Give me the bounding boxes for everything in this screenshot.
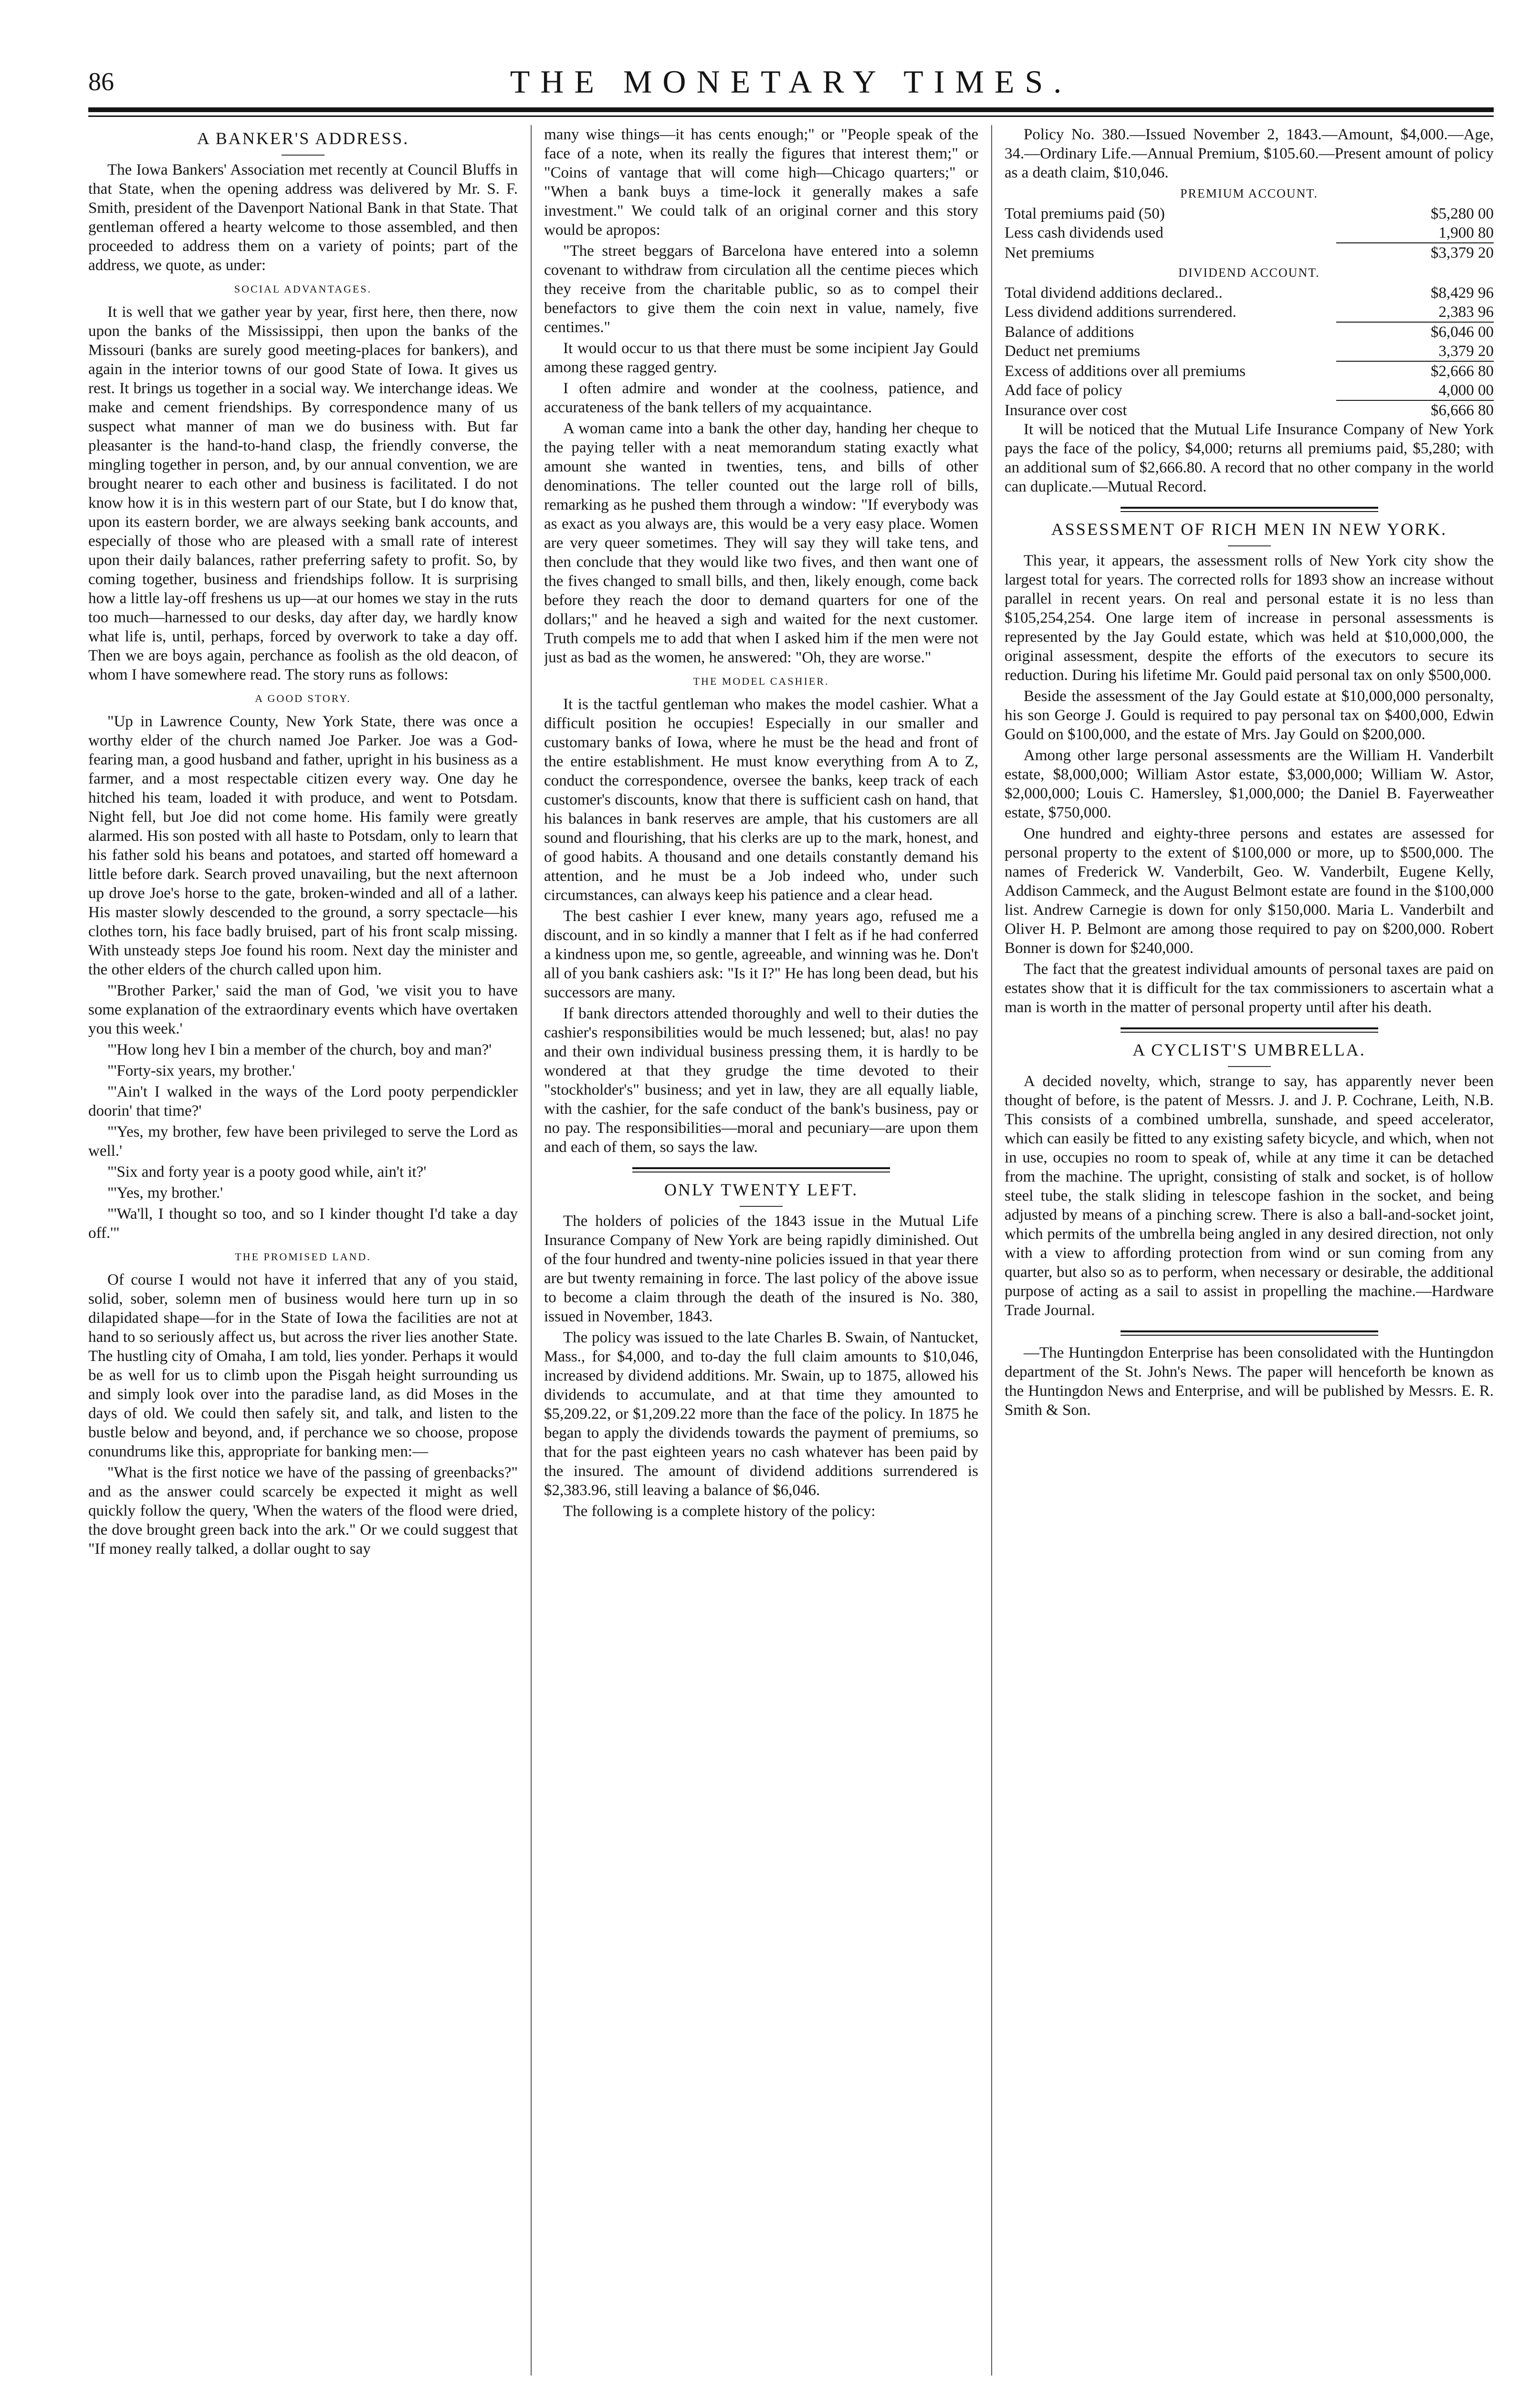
account-line <box>1005 401 1494 420</box>
account-label: Total premiums paid (50) <box>1005 205 1165 222</box>
account-line <box>1005 243 1494 262</box>
paragraph: The holders of policies of the 1843 issue in the Mutual Life Insurance Company of New York are being rapidly diminished. Out of the four hundred and twenty-nine policies issued in that year there are but twenty remaining in force. The last policy of the above issue to become a claim through the death of the insured is No. 380, issued in November, 1843. <box>544 1213 978 1325</box>
article-title: ONLY TWENTY LEFT. <box>664 1180 859 1199</box>
paragraph: A decided novelty, which, strange to say, has apparently never been thought of before, is the patent of Messrs. J. and J. P. Cochrane, Leith, N.B. This consists of a combined umbrella, sunshade, and speed accelerator, which can easily be fitted to any existing safety bicycle, and which, when not in use, occupies no room to speak of, while at any time it can be detached from the machine. The upright, consisting of stalk and socket, is of hollow steel tube, the stalk sliding in telescope fashion in the socket, and being adjusted by means of a pinching screw. There is also a ball-and-socket joint, which permits of the umbrella being angled in any desired direction, not only with a view to affording protection from wind or sun coming from any quarter, but also so as to perform, when necessary or desirable, the additional purpose of acting as a sail to assist in propelling the machine.—Hardware Trade Journal. <box>1005 1073 1494 1319</box>
masthead: THE MONETARY TIMES. <box>510 63 1072 100</box>
account-amount: 2,383 96 <box>1438 303 1494 321</box>
account-label: Add face of policy <box>1005 382 1122 399</box>
account-amount: $8,429 96 <box>1431 284 1494 302</box>
account-amount: $6,046 00 <box>1431 324 1494 341</box>
section-divider <box>1121 1330 1378 1336</box>
section-divider <box>632 1167 890 1172</box>
page-header <box>88 57 1494 110</box>
account-line <box>1005 204 1494 223</box>
account-line <box>1005 283 1494 303</box>
account-line <box>1005 342 1494 361</box>
section-heading: SOCIAL ADVANTAGES. <box>234 283 372 295</box>
paragraph: It is the tactful gentleman who makes the model cashier. What a difficult position he occupies! Especially in our smaller and customary banks of Iowa, where he must be the head and front of the entire establishment. He must know everything from A to Z, conduct the correspondence, oversee the banks, keep track of each customer's discounts, know that there is sufficient cash on hand, that his balances in bank reserves are ample, that his customers are all sound and flourishing, that his clerks are up to the mark, honest, and of good habits. A thousand and one details constantly demand his attention, and he must be a Job indeed who, under such circumstances, can always keep his patience and a clear head. <box>544 696 978 904</box>
paragraph: "'Yes, my brother, few have been privileged to serve the Lord as well.' <box>88 1123 518 1160</box>
paragraph: The fact that the greatest individual amounts of personal taxes are paid on estates show that it is difficult for the tax commissioners to ascertain what a man is worth in the matter of personal property until after his death. <box>1005 961 1494 1016</box>
paragraph: Of course I would not have it inferred that any of you staid, solid, sober, solemn men of business would here turn up in so dilapidated shape—for in the State of Iowa the facilities are not at hand to so seriously affect us, but across the river lies another State. The hustling city of Omaha, I am told, lies yonder. Perhaps it would be as well for us to climb upon the Pisgah height surrounding us and simply look over into the paradise land, as did Moses in the days of old. We could then safely sit, and talk, and listen to the bustle below and beyond, and, if perchance we so choose, propose conundrums like this, appropriate for banking men:— <box>88 1271 518 1460</box>
paragraph: Among other large personal assessments are the William H. Vanderbilt estate, $8,000,000; William Astor estate, $3,000,000; William W. Astor, $2,000,000; Louis C. Hamersley, $1,000,000; the Daniel B. Fayerweather estate, $750,000. <box>1005 747 1494 821</box>
paragraph: "'Ain't I walked in the ways of the Lord pooty perpendickler doorin' that time?' <box>88 1083 518 1120</box>
paragraph: The policy was issued to the late Charles B. Swain, of Nantucket, Mass., for $4,000, and to-day the full claim amounts to $10,046, increased by dividend additions. Mr. Swain, up to 1875, allowed his dividends to accumulate, and at that time they amounted to $5,209.22, or $1,209.22 more than the face of the policy. In 1875 he began to apply the dividends towards the payment of premiums, so that for the past eighteen years no cash whatever has been paid by the insured. The amount of dividend additions surrendered is $2,383.96, still leaving a balance of $6,046. <box>544 1329 978 1499</box>
paragraph: It would occur to us that there must be some incipient Jay Gould among these ragged gentry. <box>544 340 978 376</box>
column-middle <box>544 125 978 2376</box>
paragraph: A woman came into a bank the other day, handing her cheque to the paying teller with a neat memorandum stating exactly what amount she wanted in twenties, tens, and bills of other denominations. The teller counted out the large roll of bills, remarking as he pushed them through a window: "If everybody was as exact as you always are, this would be a very easy place. Women are very queer sometimes. They will say they will take tens, and then conclude that they would like two fives, and then want one of the fives changed to small bills, and then, likely enough, come back before they reach the door to demand quarters for one of the dollars;" and he heaved a sigh and waited for the next customer. Truth compels me to add that when I asked him if the men were not just as bad as the women, he answered: "Oh, they are worse." <box>544 420 978 666</box>
account-label: Excess of additions over all premiums <box>1005 363 1246 380</box>
account-label: Deduct net premiums <box>1005 343 1141 360</box>
paragraph: If bank directors attended thoroughly and well to their duties the cashier's responsibilities would be much lessened; but, alas! no pay and their own individual business pressing them, it is hardly to be wondered at that they grudge the time devoted to their "stockholder's" business; and yet in law, they are all equally liable, with the cashier, for the safe conduct of the bank's business, pay or no pay. The responsibilities—moral and pecuniary—are upon them and each of them, so says the law. <box>544 1005 978 1156</box>
account-amount: 1,900 80 <box>1438 224 1494 241</box>
section-heading: THE PROMISED LAND. <box>235 1251 371 1263</box>
paragraph: The following is a complete history of the policy: <box>563 1503 876 1520</box>
paragraph: Beside the assessment of the Jay Gould estate at $10,000,000 personalty, his son George J. Gould is required to pay personal tax on $400,000, Edwin Gould on $100,000, and the estate of Mrs. Jay Gould on $200,000. <box>1005 688 1494 743</box>
account-label: Less cash dividends used <box>1005 224 1163 241</box>
account-heading: DIVIDEND ACCOUNT. <box>1178 266 1320 280</box>
section-heading: A GOOD STORY. <box>255 692 351 704</box>
divider <box>740 1206 783 1207</box>
paragraph: "'Forty-six years, my brother.' <box>107 1062 295 1079</box>
paragraph: —The Huntingdon Enterprise has been consolidated with the Huntingdon department of the St. John's News. The paper will henceforth be known as the Huntingdon News and Enterprise, and will be published by Messrs. E. R. Smith & Son. <box>1005 1344 1494 1419</box>
header-rule <box>88 107 1494 112</box>
account-line <box>1005 223 1494 242</box>
account-amount: $3,379 20 <box>1431 244 1494 262</box>
paragraph: It will be noticed that the Mutual Life Insurance Company of New York pays the face of the policy, $4,000; returns all premiums paid, $5,280; with an additional sum of $2,666.80. A record that no other company in the world can duplicate.—Mutual Record. <box>1005 421 1494 495</box>
account-amount: $6,666 80 <box>1431 402 1494 419</box>
account-line <box>1005 362 1494 381</box>
header-rule-thin <box>88 115 1494 117</box>
account-amount: $5,280 00 <box>1431 205 1494 222</box>
account-label: Less dividend additions surrendered. <box>1005 303 1236 321</box>
paragraph: "The street beggars of Barcelona have entered into a solemn covenant to withdraw from circulation all the centime pieces which they receive from the charitable public, so as to compel their benefactors to give them the coin next in value, namely, five centimes." <box>544 242 978 336</box>
paragraph: The Iowa Bankers' Association met recently at Council Bluffs in that State, when the opening address was delivered by Mr. S. F. Smith, president of the Davenport National Bank in that State. That gentleman offered a hearty welcome to those assembled, and then proceeded to address them on a variety of points; part of the address, we quote, as under: <box>88 161 518 274</box>
paragraph: It is well that we gather year by year, first here, then there, now upon the banks of the Mississippi, then upon the banks of the Missouri (banks are surely good meeting-places for bankers), and again in the interior towns of our good State of Iowa. It gives us rest. It brings us together in a social way. We interchange ideas. We make and cement friendships. By correspondence many of us suspect what manner of man we do business with. But far pleasanter is the hand-to-hand clasp, the friendly converse, the mingling together in person, and, by our annual convention, we are brought nearer to each other and business is facilitated. I do not know how it is in this western part of our State, but I do know that, upon its eastern border, we are always seeking bank accounts, and especially of those who are pleased with a small rate of interest upon their daily balances, rather preferring safety to profit. So, by coming together, business and friendships follow. It is surprising how a little lay-off freshens us up—at our homes we stay in the ruts too much—harnessed to our desks, day after day, we hardly know what life is, until, perhaps, forced by overwork to take a day off. Then we are boys again, perchance as foolish as the old deacon, of whom I have somewhere read. The story runs as follows: <box>88 303 518 683</box>
paragraph: "What is the first notice we have of the passing of greenbacks?" and as the answer could scarcely be expected it might as well quickly follow the query, 'When the waters of the flood were dried, the dove brought green back into the ark." Or we could suggest that "If money really talked, a dollar ought to say <box>88 1464 518 1558</box>
paragraph: "'Wa'll, I thought so too, and so I kinder thought I'd take a day off.'" <box>88 1205 518 1242</box>
account-label: Total dividend additions declared.. <box>1005 284 1223 302</box>
article-title: A BANKER'S ADDRESS. <box>197 129 409 148</box>
page-number: 86 <box>88 67 114 96</box>
section-heading: THE MODEL CASHIER. <box>693 675 829 687</box>
account-line <box>1005 303 1494 322</box>
paragraph: "'How long hev I bin a member of the church, boy and man?' <box>107 1041 492 1058</box>
paragraph: I often admire and wonder at the coolness, patience, and accurateness of the bank tellers of my acquaintance. <box>544 380 978 416</box>
article-title: ASSESSMENT OF RICH MEN IN NEW YORK. <box>1051 520 1447 539</box>
paragraph: The best cashier I ever knew, many years ago, refused me a discount, and in so kindly a manner that I felt as if he had conferred a kindness upon me, so gentle, agreeable, and winning was he. Don't all of you bank cashiers ask: "Is it I?" He has long been dead, but his successors are many. <box>544 908 978 1001</box>
section-divider <box>1121 1027 1378 1033</box>
paragraph: Policy No. 380.—Issued November 2, 1843.—Amount, $4,000.—Age, 34.—Ordinary Life.—Annual Premium, $105.60.—Present amount of policy as a death claim, $10,046. <box>1005 126 1494 181</box>
paragraph: "'Yes, my brother.' <box>107 1184 223 1202</box>
paragraph: "Up in Lawrence County, New York State, there was once a worthy elder of the church named Joe Parker. Joe was a God-fearing man, a good husband and father, upright in his business as a farmer, and a most respectable citizen every way. One day he hitched his team, loaded it with produce, and went to Potsdam. Night fell, but Joe did not come home. His family were greatly alarmed. His son posted with all haste to Potsdam, only to learn that his father sold his beans and potatoes, and started off homeward a little before dark. Search proved unavailing, but the next afternoon up drove Joe's horse to the gate, broken-winded and all of a lather. His master slowly descended to the ground, a sorry spectacle—his clothes torn, his face badly bruised, part of his front scalp missing. With unsteady steps Joe found his room. Next day the minister and the other elders of the church called upon him. <box>88 713 518 978</box>
column-divider <box>991 125 992 2376</box>
account-amount: $2,666 80 <box>1431 363 1494 380</box>
account-line <box>1005 323 1494 342</box>
account-label: Net premiums <box>1005 244 1094 262</box>
paragraph: One hundred and eighty-three persons and estates are assessed for personal property to the extent of $100,000 or more, up to $500,000. The names of Frederick W. Vanderbilt, Geo. W. Vanderbilt, Eugene Kelly, Addison Cammeck, and the August Belmont estate are found in the $100,000 list. Andrew Carnegie is down for only $150,000. Maria L. Vanderbilt and Oliver H. P. Belmont are among those required to pay on $200,000. Robert Bonner is down for $240,000. <box>1005 825 1494 957</box>
account-line <box>1005 381 1494 400</box>
column-left <box>88 125 518 2376</box>
paragraph: This year, it appears, the assessment rolls of New York city show the largest total for years. The corrected rolls for 1893 show an increase without parallel in recent years. On real and personal estate it is no less than $105,254,254. One large item of increase in personal assessments is represented by the Jay Gould estate, which was held at $10,000,000, the original assessment, despite the efforts of the executors to secure its reduction. During his lifetime Mr. Gould paid personal tax on only $500,000. <box>1005 552 1494 684</box>
account-heading: PREMIUM ACCOUNT. <box>1180 187 1318 200</box>
account-amount: 3,379 20 <box>1438 343 1494 360</box>
article-title: A CYCLIST'S UMBRELLA. <box>1132 1040 1366 1059</box>
column-divider <box>531 125 532 2376</box>
section-divider <box>1121 507 1378 512</box>
account-label: Balance of additions <box>1005 324 1134 341</box>
divider <box>282 155 325 156</box>
paragraph: "'Six and forty year is a pooty good while, ain't it?' <box>107 1163 427 1181</box>
column-right <box>1005 125 1494 2376</box>
paragraph: many wise things—it has cents enough;" or "People speak of the face of a note, when its really the figures that interest them;" or "Coins of vantage that will come high—Chicago quarters;" or "When a bank buys a time-lock it generally makes a safe investment." We could talk of an original corner and this story would be apropos: <box>544 126 978 239</box>
paragraph: "'Brother Parker,' said the man of God, 'we visit you to have some explanation of the extraordinary events which have overtaken you this week.' <box>88 982 518 1037</box>
account-label: Insurance over cost <box>1005 402 1127 419</box>
divider <box>1228 545 1271 546</box>
divider <box>1228 1066 1271 1067</box>
account-amount: 4,000 00 <box>1438 382 1494 399</box>
